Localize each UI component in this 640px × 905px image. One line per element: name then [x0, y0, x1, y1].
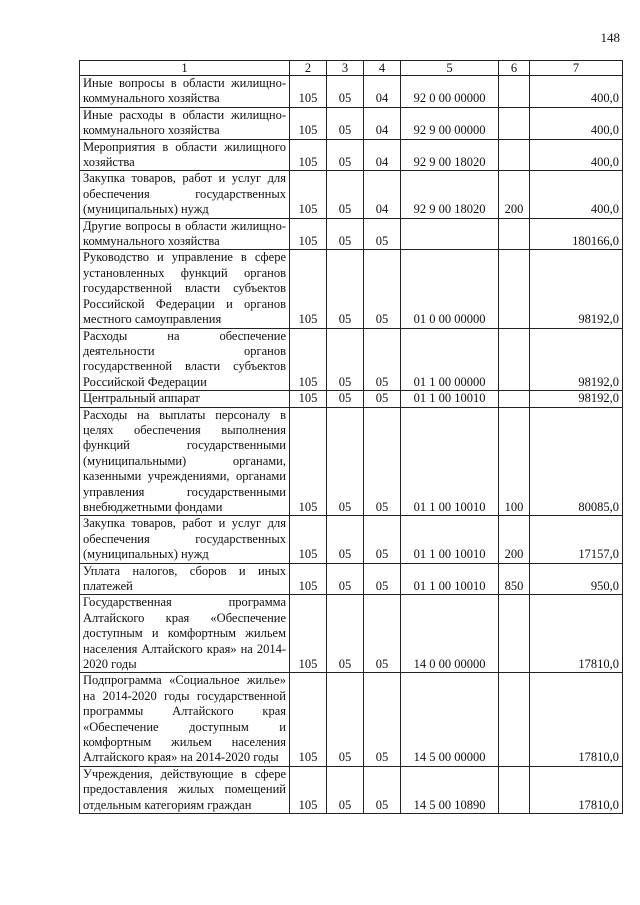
row-target-article: 01 1 00 10010	[401, 407, 499, 516]
row-name: Иные расходы в области жилищно-коммунального хозяйства	[80, 107, 290, 139]
row-section-code: 05	[327, 595, 364, 673]
table-row	[80, 76, 623, 108]
table-row	[80, 218, 623, 250]
row-expense-type: 100	[499, 407, 530, 516]
header-col-4: 4	[364, 61, 401, 76]
row-expense-type	[499, 595, 530, 673]
row-subsection-code: 05	[364, 391, 401, 407]
row-ved-code: 105	[290, 76, 327, 108]
row-subsection-code: 05	[364, 595, 401, 673]
row-name: Руководство и управление в сфере установленных функций органов государственной власти субъектов Российской Федерации и органов местного самоуправления	[80, 250, 290, 328]
row-target-article	[401, 218, 499, 250]
row-name: Закупка товаров, работ и услуг для обеспечения государственных (муниципальных) нужд	[80, 171, 290, 218]
table-row	[80, 563, 623, 595]
row-target-article: 14 5 00 10890	[401, 766, 499, 813]
budget-table	[79, 60, 623, 814]
row-name: Расходы на выплаты персоналу в целях обеспечения выполнения функций государственными (муниципальными) органами, казенными учреждениями, органами управления государственными внебюджетными фондами	[80, 407, 290, 516]
row-ved-code: 105	[290, 139, 327, 171]
row-amount: 17810,0	[530, 673, 623, 766]
row-ved-code: 105	[290, 171, 327, 218]
row-section-code: 05	[327, 391, 364, 407]
row-subsection-code: 04	[364, 139, 401, 171]
row-amount: 98192,0	[530, 250, 623, 328]
table-row	[80, 391, 623, 407]
row-section-code: 05	[327, 673, 364, 766]
row-section-code: 05	[327, 139, 364, 171]
row-section-code: 05	[327, 76, 364, 108]
header-col-3: 3	[327, 61, 364, 76]
header-col-5: 5	[401, 61, 499, 76]
row-section-code: 05	[327, 516, 364, 563]
table-row	[80, 171, 623, 218]
row-amount: 400,0	[530, 139, 623, 171]
row-subsection-code: 05	[364, 218, 401, 250]
row-target-article: 92 9 00 18020	[401, 171, 499, 218]
row-amount: 180166,0	[530, 218, 623, 250]
row-ved-code: 105	[290, 391, 327, 407]
row-section-code: 05	[327, 328, 364, 391]
row-section-code: 05	[327, 250, 364, 328]
page-number: 148	[600, 30, 620, 45]
header-col-7: 7	[530, 61, 623, 76]
row-subsection-code: 04	[364, 171, 401, 218]
row-name: Другие вопросы в области жилищно-коммунального хозяйства	[80, 218, 290, 250]
row-subsection-code: 05	[364, 250, 401, 328]
row-section-code: 05	[327, 107, 364, 139]
row-section-code: 05	[327, 563, 364, 595]
row-amount: 950,0	[530, 563, 623, 595]
row-name: Закупка товаров, работ и услуг для обеспечения государственных (муниципальных) нужд	[80, 516, 290, 563]
row-subsection-code: 05	[364, 407, 401, 516]
row-target-article: 92 0 00 00000	[401, 76, 499, 108]
row-ved-code: 105	[290, 673, 327, 766]
row-amount: 98192,0	[530, 391, 623, 407]
row-ved-code: 105	[290, 766, 327, 813]
row-name: Учреждения, действующие в сфере предоставления жилых помещений отдельным категориям граждан	[80, 766, 290, 813]
row-expense-type	[499, 766, 530, 813]
header-col-1: 1	[80, 61, 290, 76]
row-target-article: 01 1 00 00000	[401, 328, 499, 391]
row-section-code: 05	[327, 407, 364, 516]
row-ved-code: 105	[290, 218, 327, 250]
row-expense-type	[499, 218, 530, 250]
table-row	[80, 516, 623, 563]
table-row	[80, 250, 623, 328]
row-expense-type	[499, 673, 530, 766]
row-ved-code: 105	[290, 595, 327, 673]
row-name: Государственная программа Алтайского края «Обеспечение доступным и комфортным жильем населения Алтайского края» на 2014-2020 годы	[80, 595, 290, 673]
table-row	[80, 595, 623, 673]
row-expense-type	[499, 328, 530, 391]
row-section-code: 05	[327, 218, 364, 250]
row-section-code: 05	[327, 766, 364, 813]
row-name: Расходы на обеспечение деятельности органов государственной власти субъектов Российской Федерации	[80, 328, 290, 391]
table-row	[80, 673, 623, 766]
row-amount: 400,0	[530, 171, 623, 218]
row-expense-type	[499, 391, 530, 407]
row-name: Подпрограмма «Социальное жилье» на 2014-2020 годы государственной программы Алтайского края «Обеспечение доступным и комфортным жильем населения Алтайского края» на 2014-2020 годы	[80, 673, 290, 766]
row-subsection-code: 05	[364, 328, 401, 391]
row-target-article: 01 1 00 10010	[401, 391, 499, 407]
row-ved-code: 105	[290, 407, 327, 516]
row-subsection-code: 04	[364, 76, 401, 108]
row-expense-type	[499, 107, 530, 139]
row-target-article: 14 5 00 00000	[401, 673, 499, 766]
row-amount: 80085,0	[530, 407, 623, 516]
row-amount: 17157,0	[530, 516, 623, 563]
row-ved-code: 105	[290, 107, 327, 139]
row-target-article: 92 9 00 18020	[401, 139, 499, 171]
row-ved-code: 105	[290, 563, 327, 595]
row-section-code: 05	[327, 171, 364, 218]
row-ved-code: 105	[290, 328, 327, 391]
header-col-2: 2	[290, 61, 327, 76]
row-expense-type	[499, 76, 530, 108]
row-name: Уплата налогов, сборов и иных платежей	[80, 563, 290, 595]
row-subsection-code: 05	[364, 766, 401, 813]
table-row	[80, 328, 623, 391]
row-amount: 400,0	[530, 107, 623, 139]
row-name: Иные вопросы в области жилищно-коммунального хозяйства	[80, 76, 290, 108]
row-target-article: 01 0 00 00000	[401, 250, 499, 328]
table-row	[80, 139, 623, 171]
row-amount: 17810,0	[530, 766, 623, 813]
row-target-article: 01 1 00 10010	[401, 516, 499, 563]
header-col-6: 6	[499, 61, 530, 76]
row-subsection-code: 05	[364, 516, 401, 563]
row-expense-type	[499, 250, 530, 328]
row-name: Центральный аппарат	[80, 391, 290, 407]
header-row	[80, 61, 623, 76]
row-ved-code: 105	[290, 250, 327, 328]
row-expense-type: 200	[499, 516, 530, 563]
row-subsection-code: 04	[364, 107, 401, 139]
row-ved-code: 105	[290, 516, 327, 563]
row-subsection-code: 05	[364, 673, 401, 766]
row-name: Мероприятия в области жилищного хозяйства	[80, 139, 290, 171]
row-amount: 98192,0	[530, 328, 623, 391]
row-target-article: 01 1 00 10010	[401, 563, 499, 595]
table-row	[80, 407, 623, 516]
row-subsection-code: 05	[364, 563, 401, 595]
row-amount: 17810,0	[530, 595, 623, 673]
table-row	[80, 766, 623, 813]
row-amount: 400,0	[530, 76, 623, 108]
table-row	[80, 107, 623, 139]
table-body	[80, 76, 623, 814]
row-expense-type: 200	[499, 171, 530, 218]
row-target-article: 14 0 00 00000	[401, 595, 499, 673]
row-expense-type	[499, 139, 530, 171]
row-expense-type: 850	[499, 563, 530, 595]
row-target-article: 92 9 00 00000	[401, 107, 499, 139]
